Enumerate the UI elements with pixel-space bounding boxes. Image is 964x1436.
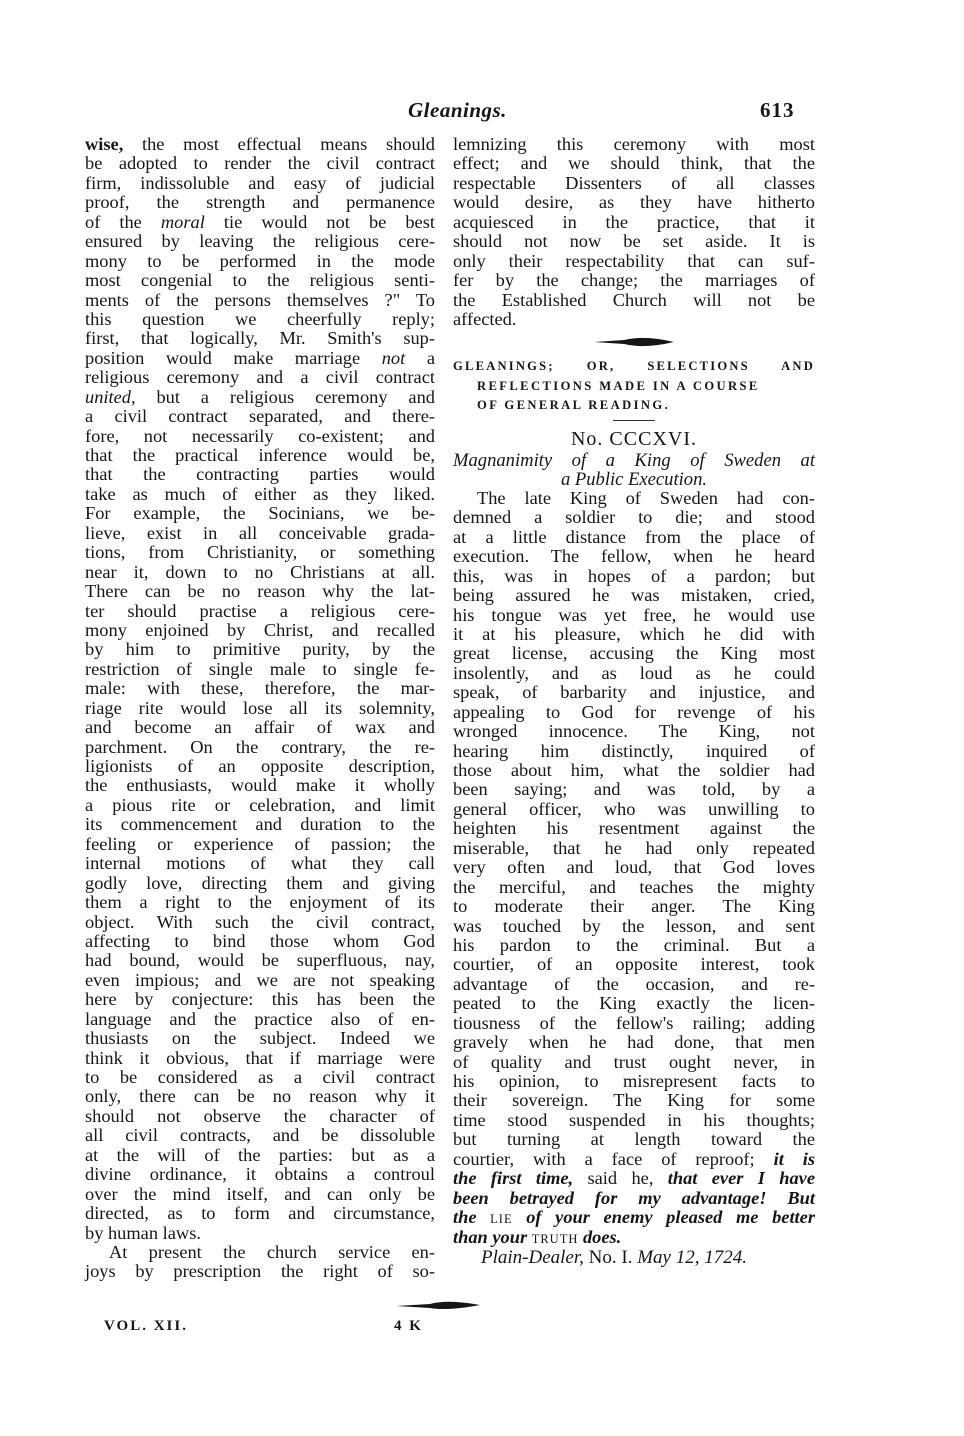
text-line bbox=[85, 446, 435, 465]
source-name: Plain-Dealer, bbox=[481, 1246, 584, 1268]
text-line bbox=[85, 582, 435, 601]
text-run: that the practical inference would be, bbox=[85, 445, 435, 465]
left-column bbox=[85, 135, 435, 1282]
text-run: There can be no reason why the lat- bbox=[85, 581, 435, 602]
text-run: ments of the persons themselves ?" To bbox=[85, 289, 435, 310]
text-run: affected. bbox=[453, 308, 517, 329]
text-run: peated to the King exactly the licen- bbox=[453, 993, 815, 1014]
text-run: of your enemy pleased me better bbox=[512, 1207, 815, 1228]
text-line bbox=[453, 154, 815, 173]
text-run: only, there can be no reason why it bbox=[85, 1086, 435, 1107]
text-line bbox=[85, 193, 435, 212]
text-run: godly love, directing them and giving bbox=[85, 872, 435, 893]
text-run: than your bbox=[453, 1226, 532, 1247]
text-run: its commencement and duration to the bbox=[85, 814, 435, 835]
text-run: tie would not be best bbox=[204, 211, 435, 232]
text-run: it at his pleasure, which he did with bbox=[453, 623, 815, 644]
page-number: 613 bbox=[760, 98, 795, 122]
text-run: The late King of Sweden had con- bbox=[477, 487, 815, 508]
text-run: the most effectual means should bbox=[123, 134, 435, 154]
text-line bbox=[453, 271, 815, 290]
text-run: execution. The fellow, when he heard bbox=[453, 546, 815, 567]
text-run: gravely when he had done, that men bbox=[453, 1032, 815, 1053]
text-line bbox=[453, 839, 815, 858]
section-heading-line: OF GENERAL READING. bbox=[477, 398, 671, 413]
text-run: this, was in hopes of a pardon; but bbox=[453, 565, 815, 586]
text-run: his pardon to the criminal. But a bbox=[453, 934, 815, 955]
text-run: effect; and we should think, that the bbox=[453, 153, 815, 174]
text-line bbox=[85, 796, 435, 815]
text-line bbox=[453, 858, 815, 877]
text-run: restriction of single male to single fe- bbox=[85, 658, 435, 679]
continued-paragraph bbox=[453, 135, 815, 329]
text-line bbox=[453, 1228, 815, 1247]
text-line bbox=[85, 1224, 435, 1243]
text-run: it is bbox=[773, 1148, 815, 1169]
text-run: the Established Church will not be bbox=[453, 289, 815, 310]
text-run: parchment. On the contrary, the re- bbox=[85, 736, 435, 757]
text-line bbox=[85, 699, 435, 718]
section-divider-ornament bbox=[594, 335, 674, 349]
text-run: affecting to bind those whom God bbox=[85, 930, 435, 951]
text-run: at the will of the parties: but as a bbox=[85, 1144, 435, 1165]
text-run: been betrayed for my advantage! But bbox=[453, 1187, 815, 1208]
text-run: fer by the change; the marriages of bbox=[453, 270, 815, 291]
text-line bbox=[453, 1150, 815, 1169]
text-line bbox=[85, 310, 435, 329]
text-run: insolently, and as loud as he could bbox=[453, 662, 815, 683]
text-line bbox=[453, 994, 815, 1013]
article-number: No. CCCXVI. bbox=[570, 427, 697, 450]
page-footer bbox=[0, 1318, 964, 1342]
text-run: mony to be performed in the mode bbox=[85, 250, 435, 271]
text-run: courtier, with a face of reproof; bbox=[453, 1148, 774, 1169]
text-line bbox=[85, 1107, 435, 1126]
section-heading bbox=[453, 357, 815, 416]
text-run: demned a soldier to die; and stood bbox=[453, 507, 815, 528]
text-line bbox=[85, 1087, 435, 1106]
text-run: not bbox=[381, 347, 406, 368]
text-run: TRUTH bbox=[531, 1231, 579, 1246]
text-run: a pious rite or celebration, and limit bbox=[85, 794, 435, 815]
text-line bbox=[453, 489, 815, 508]
text-run: directed, as to form and circumstance, bbox=[85, 1203, 435, 1224]
text-line bbox=[85, 252, 435, 271]
right-column bbox=[453, 135, 815, 1269]
text-run: the first time, bbox=[453, 1168, 574, 1189]
text-run: firm, indissoluble and easy of judicial bbox=[85, 172, 435, 193]
text-line bbox=[85, 1204, 435, 1223]
text-run: great license, accusing the King most bbox=[453, 643, 815, 664]
text-run: time stood suspended in his thoughts; bbox=[453, 1109, 815, 1130]
text-run: that ever I have bbox=[667, 1168, 815, 1189]
text-run: and become an affair of wax and bbox=[85, 717, 435, 738]
text-line bbox=[453, 936, 815, 955]
text-run: object. With such the civil contract, bbox=[85, 911, 435, 932]
text-line bbox=[85, 757, 435, 776]
text-line bbox=[453, 1111, 815, 1130]
text-line bbox=[453, 1130, 815, 1149]
text-line bbox=[85, 349, 435, 368]
text-run: over the mind itself, and can only be bbox=[85, 1183, 435, 1204]
source-date: May 12, 1724. bbox=[637, 1246, 747, 1268]
section-heading-line: GLEANINGS; OR, SELECTIONS AND bbox=[453, 359, 815, 374]
text-run: been saying; and was told, by a bbox=[453, 779, 815, 800]
text-line bbox=[85, 388, 435, 407]
text-run: joys by prescription the right of so- bbox=[85, 1261, 435, 1282]
text-run: male: with these, therefore, the mar- bbox=[85, 678, 435, 699]
text-run: a civil contract separated, and there- bbox=[85, 406, 435, 427]
text-line bbox=[453, 683, 815, 702]
text-run: wronged innocence. The King, not bbox=[453, 721, 815, 742]
text-line bbox=[85, 291, 435, 310]
text-line bbox=[85, 368, 435, 387]
text-line bbox=[85, 213, 435, 232]
text-run: should not observe the character of bbox=[85, 1105, 435, 1126]
text-line bbox=[85, 1010, 435, 1029]
text-run: only their respectability that can suf- bbox=[453, 250, 815, 271]
text-line bbox=[453, 252, 815, 271]
text-run: even impious; and we are not speaking bbox=[85, 969, 435, 990]
text-run: but turning at length toward the bbox=[453, 1129, 815, 1150]
text-line bbox=[453, 664, 815, 683]
text-line bbox=[85, 854, 435, 873]
text-run: thusiasts on the subject. Indeed we bbox=[85, 1028, 435, 1049]
left-column-text bbox=[85, 135, 435, 1282]
text-line bbox=[85, 135, 435, 154]
text-run: here by conjecture: this has been the bbox=[85, 989, 435, 1010]
text-line bbox=[85, 679, 435, 698]
text-run: ensured by leaving the religious cere- bbox=[85, 231, 435, 252]
text-run: the enthusiasts, would make it wholly bbox=[85, 775, 435, 796]
text-line bbox=[85, 660, 435, 679]
text-run: religious ceremony and a civil contract bbox=[85, 367, 435, 388]
text-run: general officer, who was unwilling to bbox=[453, 798, 815, 819]
text-line bbox=[453, 213, 815, 232]
text-line bbox=[85, 329, 435, 348]
text-line bbox=[453, 897, 815, 916]
text-line bbox=[85, 407, 435, 426]
text-line bbox=[85, 563, 435, 582]
text-line bbox=[453, 508, 815, 527]
text-line bbox=[453, 1014, 815, 1033]
text-run: united, bbox=[85, 386, 136, 407]
text-run: their sovereign. The King for some bbox=[453, 1090, 815, 1111]
text-run: advantage of the occasion, and re- bbox=[453, 973, 815, 994]
text-run: to moderate their anger. The King bbox=[453, 896, 815, 917]
text-run: of the bbox=[85, 211, 161, 232]
text-run: take as much of either as they liked. bbox=[85, 483, 435, 504]
text-line bbox=[453, 917, 815, 936]
text-run: should not now be set aside. It is bbox=[453, 231, 815, 252]
signature-mark: 4 K bbox=[394, 1318, 423, 1334]
text-run: that the contracting parties would bbox=[85, 464, 435, 485]
text-line bbox=[85, 874, 435, 893]
text-run: tiousness of the fellow's railing; adding bbox=[453, 1012, 815, 1033]
text-run: most congenial to the religious senti- bbox=[85, 270, 435, 291]
text-line bbox=[85, 640, 435, 659]
text-line bbox=[85, 1262, 435, 1281]
text-run: by human laws. bbox=[85, 1222, 201, 1243]
text-run: all civil contracts, and be dissoluble bbox=[85, 1125, 435, 1146]
text-line bbox=[85, 932, 435, 951]
text-run: think it obvious, that if marriage were bbox=[85, 1047, 435, 1068]
section-heading-line: REFLECTIONS MADE IN A COURSE bbox=[477, 378, 760, 393]
article-source bbox=[453, 1247, 815, 1269]
text-line bbox=[453, 135, 815, 154]
text-line bbox=[453, 1072, 815, 1091]
text-line bbox=[453, 528, 815, 547]
text-run: appealing to God for revenge of his bbox=[453, 701, 815, 722]
text-run: them a right to the enjoyment of its bbox=[85, 892, 435, 913]
heading-rule bbox=[613, 420, 655, 421]
text-run: was touched by the lesson, and sent bbox=[453, 915, 815, 936]
text-line bbox=[453, 586, 815, 605]
text-run: by him to primitive purity, by the bbox=[85, 639, 435, 660]
text-run: those about him, what the soldier had bbox=[453, 760, 815, 780]
text-run: fore, not necessarily co-existent; and bbox=[85, 425, 435, 446]
text-run: internal motions of what they call bbox=[85, 853, 435, 874]
text-line bbox=[85, 815, 435, 834]
text-line bbox=[85, 602, 435, 621]
text-run: mony enjoined by Christ, and recalled bbox=[85, 619, 435, 640]
text-run: language and the practice also of en- bbox=[85, 1008, 435, 1029]
text-line bbox=[85, 271, 435, 290]
text-run: respectable Dissenters of all classes bbox=[453, 172, 815, 193]
text-line bbox=[85, 1146, 435, 1165]
text-line bbox=[85, 1126, 435, 1145]
text-run: heighten his resentment against the bbox=[453, 818, 815, 839]
text-run: this question we cheerfully reply; bbox=[85, 308, 435, 329]
text-run: at a little distance from the place of bbox=[453, 526, 815, 547]
text-line bbox=[85, 154, 435, 173]
text-line bbox=[453, 193, 815, 212]
text-line bbox=[85, 971, 435, 990]
text-line bbox=[85, 1068, 435, 1087]
text-line bbox=[453, 800, 815, 819]
text-run: speak, of barbarity and injustice, and bbox=[453, 682, 815, 703]
text-line bbox=[453, 1189, 815, 1208]
text-run: moral bbox=[160, 211, 205, 232]
text-line bbox=[453, 722, 815, 741]
text-line bbox=[85, 893, 435, 912]
text-line bbox=[453, 878, 815, 897]
text-line bbox=[453, 310, 815, 329]
text-run: At present the church service en- bbox=[109, 1241, 435, 1262]
text-run: lemnizing this ceremony with most bbox=[453, 134, 815, 154]
text-run: does. bbox=[578, 1226, 622, 1247]
text-line bbox=[85, 776, 435, 795]
text-run: acquiesced in the practice, that it bbox=[453, 211, 815, 232]
text-run: but a religious ceremony and bbox=[135, 386, 435, 407]
article-title-line: a Public Execution. bbox=[560, 468, 708, 490]
text-run: proof, the strength and permanence bbox=[85, 192, 435, 213]
text-run: feeling or experience of passion; the bbox=[85, 833, 435, 854]
text-line bbox=[453, 606, 815, 625]
text-line bbox=[453, 174, 815, 193]
end-ornament bbox=[396, 1298, 480, 1312]
text-run: wise, bbox=[85, 134, 124, 154]
source-number: No. I. bbox=[583, 1246, 638, 1268]
running-head bbox=[0, 96, 964, 126]
text-run: ter should practise a religious cere- bbox=[85, 600, 435, 621]
text-line bbox=[85, 427, 435, 446]
text-run: divine ordinance, it obtains a controul bbox=[85, 1164, 435, 1185]
text-run: his opinion, to misrepresent facts to bbox=[453, 1071, 815, 1091]
text-line bbox=[453, 761, 815, 780]
text-line bbox=[85, 1165, 435, 1184]
text-line bbox=[453, 703, 815, 722]
text-run: lieve, exist in all conceivable grada- bbox=[85, 522, 435, 543]
text-line bbox=[453, 1208, 815, 1227]
text-line bbox=[85, 543, 435, 562]
text-line bbox=[453, 232, 815, 251]
text-line bbox=[85, 1029, 435, 1048]
volume-label: VOL. XII. bbox=[104, 1318, 188, 1334]
text-run: a bbox=[405, 347, 435, 368]
text-line bbox=[85, 1049, 435, 1068]
text-line bbox=[85, 718, 435, 737]
article-title-line: Magnanimity of a King of Sweden at bbox=[453, 449, 815, 471]
text-run: very often and loud, that God loves bbox=[453, 857, 815, 878]
text-run: his tongue was yet free, he would use bbox=[453, 604, 815, 625]
text-run: tions, from Christianity, or something bbox=[85, 542, 435, 563]
text-line bbox=[85, 913, 435, 932]
text-line bbox=[453, 1169, 815, 1188]
text-line bbox=[85, 524, 435, 543]
text-run: said he, bbox=[573, 1168, 668, 1189]
text-line bbox=[85, 621, 435, 640]
text-line bbox=[85, 504, 435, 523]
text-run: would desire, as they have hitherto bbox=[453, 192, 815, 213]
text-line bbox=[85, 485, 435, 504]
text-run: the merciful, and teaches the mighty bbox=[453, 876, 815, 897]
article-title bbox=[453, 451, 815, 489]
text-line bbox=[453, 644, 815, 663]
text-run: had bound, would be superfluous, nay, bbox=[85, 950, 435, 971]
text-run: riage rite would lose all its solemnity, bbox=[85, 697, 435, 718]
text-line bbox=[453, 780, 815, 799]
text-run: the bbox=[453, 1207, 491, 1228]
text-line bbox=[85, 738, 435, 757]
text-run: LIE bbox=[490, 1212, 513, 1227]
text-line bbox=[453, 975, 815, 994]
text-line bbox=[85, 174, 435, 193]
text-run: position would make marriage bbox=[85, 347, 382, 368]
text-run: be adopted to render the civil contract bbox=[85, 153, 435, 174]
running-title: Gleanings. bbox=[408, 98, 507, 122]
text-line bbox=[453, 819, 815, 838]
text-line bbox=[85, 990, 435, 1009]
text-run: For example, the Socinians, we be- bbox=[85, 503, 435, 524]
text-run: to be considered as a civil contract bbox=[85, 1067, 435, 1087]
text-line bbox=[453, 742, 815, 761]
article-body bbox=[453, 489, 815, 1247]
text-line bbox=[453, 1033, 815, 1052]
text-line bbox=[453, 291, 815, 310]
text-run: miserable, that he had only repeated bbox=[453, 837, 815, 858]
text-line bbox=[85, 232, 435, 251]
text-line bbox=[453, 955, 815, 974]
text-line bbox=[453, 625, 815, 644]
text-run: ligionists of an opposite description, bbox=[85, 756, 435, 776]
text-run: being assured he was mistaken, cried, bbox=[453, 585, 815, 606]
text-line bbox=[85, 1243, 435, 1262]
text-line bbox=[85, 951, 435, 970]
text-run: of quality and trust ought never, in bbox=[453, 1051, 815, 1072]
text-run: near it, down to no Christians at all. bbox=[85, 561, 435, 582]
text-line bbox=[453, 1091, 815, 1110]
text-run: courtier, of an opposite interest, took bbox=[453, 954, 815, 975]
text-line bbox=[85, 835, 435, 854]
text-line bbox=[453, 567, 815, 586]
text-run: first, that logically, Mr. Smith's sup- bbox=[85, 328, 435, 349]
text-line bbox=[85, 1185, 435, 1204]
text-line bbox=[453, 547, 815, 566]
text-line bbox=[453, 1053, 815, 1072]
text-line bbox=[85, 465, 435, 484]
text-run: hearing him distinctly, inquired of bbox=[453, 740, 815, 761]
